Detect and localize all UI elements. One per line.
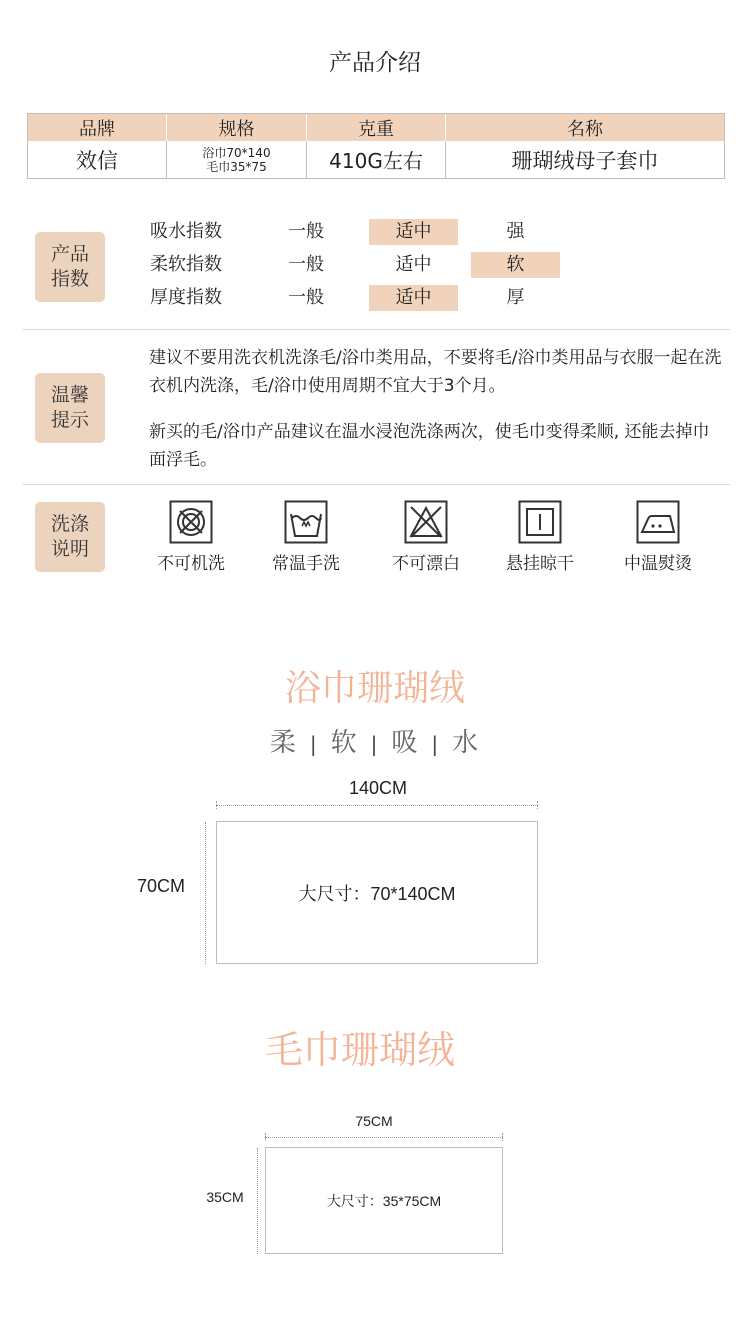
header-brand: 品牌 [28, 114, 167, 141]
bath-towel-size-text: 大尺寸：70*140CM [298, 883, 456, 904]
product-index-label [35, 232, 105, 302]
weight-value: 410G左右 [307, 141, 446, 178]
index-row-softness [150, 252, 570, 278]
index-value-medium-selected: 适中 [369, 285, 458, 311]
wash-item-label: 不可机洗 [157, 554, 225, 574]
wash-item [608, 500, 708, 574]
divider [23, 329, 730, 330]
wash-label-line1: 洗涤 [50, 513, 89, 535]
dimension-tick [537, 801, 538, 809]
index-value-normal: 一般 [288, 221, 324, 242]
dimension-tick [502, 1133, 503, 1141]
wash-item-label: 不可漂白 [392, 554, 460, 574]
wash-item [256, 500, 356, 574]
wash-label [35, 502, 105, 572]
feature-list [0, 722, 750, 759]
size-line-bath: 浴巾70*140 [202, 145, 271, 160]
size-value [167, 141, 307, 178]
wash-label-line2: 说明 [50, 538, 89, 560]
wash-item-label: 中温熨烫 [624, 554, 692, 574]
feature-word: 吸 [391, 728, 420, 758]
index-row-thickness [150, 285, 570, 311]
hand-wash-icon [284, 500, 328, 544]
face-towel-title: 毛巾珊瑚绒 [264, 1028, 455, 1072]
size-line-face: 毛巾35*75 [206, 159, 267, 174]
page-title: 产品介绍 [329, 50, 421, 76]
wash-item [490, 500, 590, 574]
brand-value: 效信 [28, 141, 167, 178]
header-weight: 克重 [307, 114, 446, 141]
spec-table-header [28, 114, 724, 141]
feature-separator: | [370, 732, 380, 756]
index-value-thick: 厚 [506, 287, 525, 308]
height-dimension-line [257, 1148, 258, 1254]
no-machine-wash-icon [169, 500, 213, 544]
face-towel-size-box [265, 1147, 503, 1254]
face-towel-size-text: 大尺寸：35*75CM [326, 1192, 442, 1209]
medium-iron-icon [636, 500, 680, 544]
bath-width-label: 140CM [348, 778, 408, 798]
tips-label [35, 373, 105, 443]
dimension-tick [265, 1133, 266, 1141]
feature-word: 水 [452, 728, 481, 758]
name-value: 珊瑚绒母子套巾 [511, 148, 659, 173]
index-value-soft-selected: 软 [471, 252, 560, 278]
bath-height-label: 70CM [136, 876, 185, 896]
face-width-label: 75CM [355, 1113, 393, 1129]
index-row-name: 柔软指数 [150, 254, 222, 275]
spec-table [27, 113, 725, 179]
dimension-tick [216, 801, 217, 809]
index-row-absorbency [150, 219, 570, 245]
index-value-medium: 适中 [395, 254, 432, 275]
divider [23, 484, 730, 485]
bath-towel-size-box [216, 821, 538, 964]
bath-towel-title: 浴巾珊瑚绒 [284, 668, 465, 709]
wash-item-label: 悬挂晾干 [506, 554, 574, 574]
tip-paragraph-1: 建议不要用洗衣机洗涤毛/浴巾类用品，不要将毛/浴巾类用品与衣服一起在洗衣机内洗涤，毛/浴巾使用周期不宜大于3个月。 [149, 348, 722, 396]
wash-item [141, 500, 241, 574]
index-value-normal: 一般 [288, 254, 324, 275]
tips-label-line1: 温馨 [50, 384, 89, 406]
index-value-normal: 一般 [288, 287, 324, 308]
feature-word: 柔 [269, 728, 298, 758]
header-size: 规格 [167, 114, 307, 141]
face-height-label: 35CM [206, 1189, 244, 1205]
width-dimension-line [265, 1137, 503, 1138]
wash-item [376, 500, 476, 574]
feature-separator: | [309, 732, 319, 756]
header-name: 名称 [567, 118, 603, 140]
index-value-medium-selected: 适中 [369, 219, 458, 245]
feature-word: 软 [330, 728, 359, 758]
no-bleach-icon [404, 500, 448, 544]
tips-label-line2: 提示 [50, 409, 89, 431]
index-row-name: 厚度指数 [150, 287, 222, 308]
product-index-label-line2: 指数 [50, 268, 89, 290]
hang-dry-icon [518, 500, 562, 544]
feature-separator: | [431, 732, 441, 756]
width-dimension-line [216, 805, 538, 806]
height-dimension-line [205, 822, 206, 964]
tip-paragraph-2: 新买的毛/浴巾产品建议在温水浸泡洗涤两次，使毛巾变得柔顺, 还能去掉巾面浮毛。 [149, 422, 710, 470]
wash-item-label: 常温手洗 [272, 554, 340, 574]
index-row-name: 吸水指数 [150, 221, 222, 242]
index-value-strong: 强 [506, 221, 525, 242]
product-index-label-line1: 产品 [50, 243, 89, 265]
spec-table-row [28, 141, 724, 178]
